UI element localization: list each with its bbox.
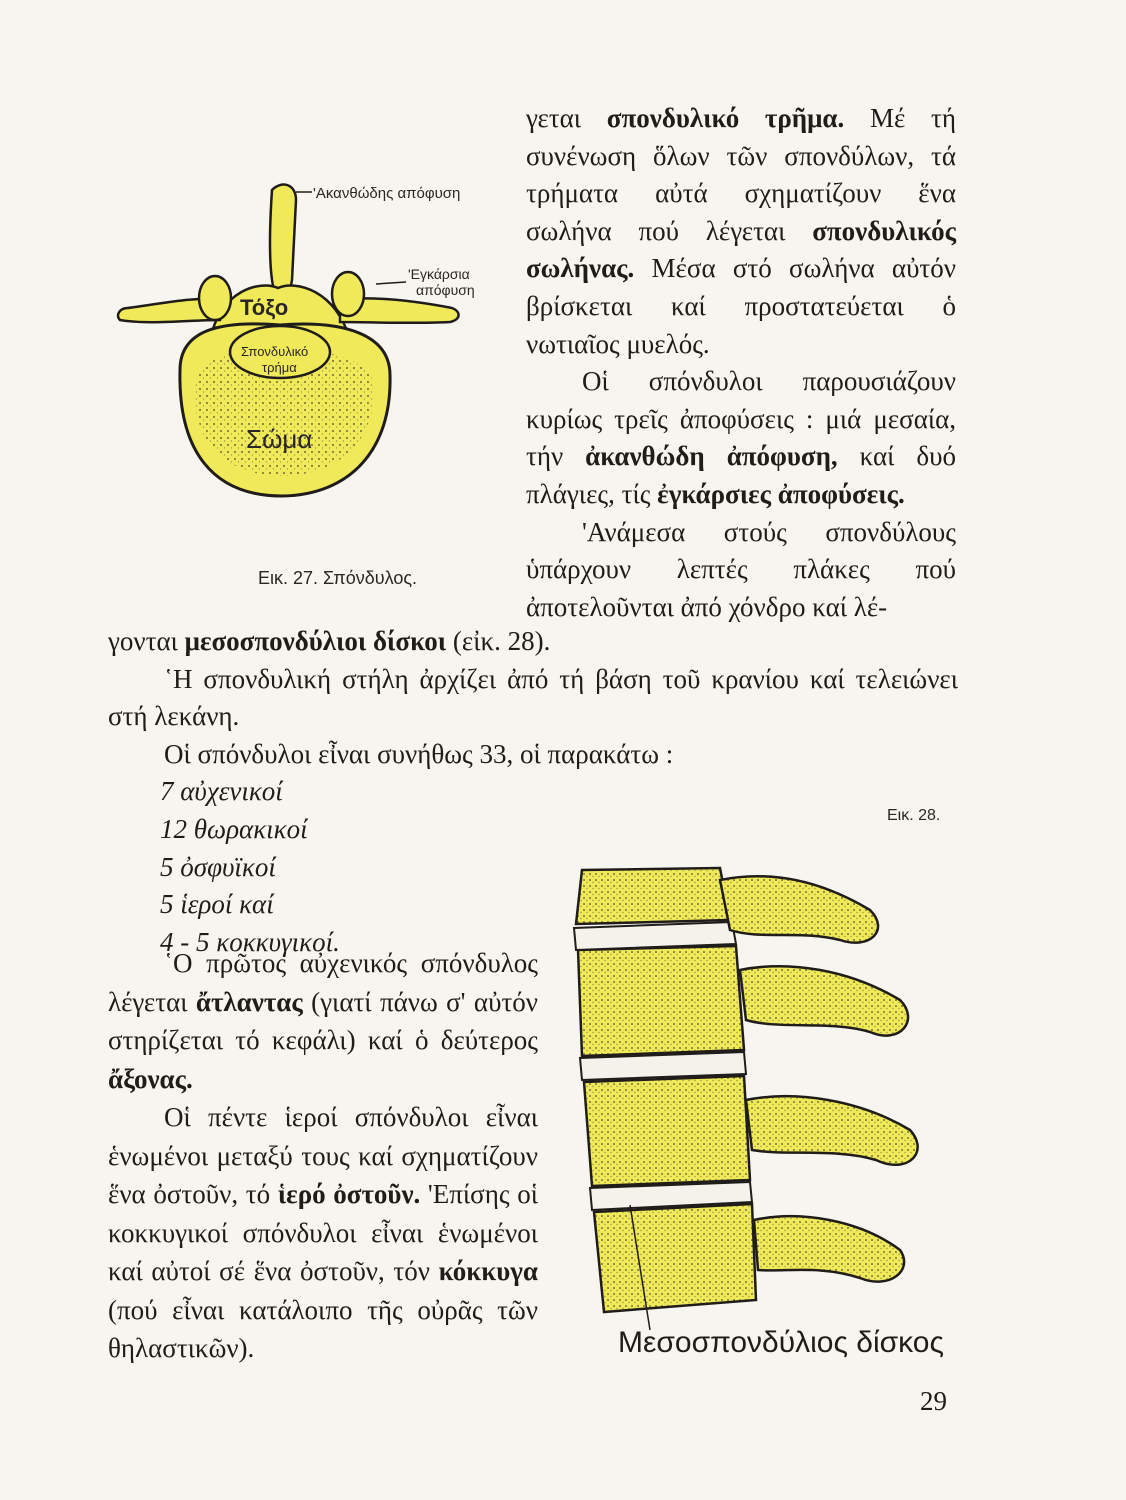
label-spinous-process: 'Ακανθώδης απόφυση <box>313 185 461 202</box>
vertebra-illustration <box>100 170 510 570</box>
label-transverse-2: απόφυση <box>416 282 475 298</box>
paragraph-vertebra-count: Οἱ σπόνδυλοι εἶναι συνήθως 33, οἱ παρακάτω : <box>164 738 674 769</box>
figure-28-caption: Εικ. 28. <box>887 807 941 824</box>
page-number: 29 <box>920 1386 947 1416</box>
list-item: 7 αὐχενικοί <box>160 776 283 807</box>
paragraph-spine-extent: ῾Η σπονδυλική στήλη ἀρχίζει ἀπό τή βάση τοῦ κρανίου καί τελειώνει στή λεκάνη. <box>108 663 958 732</box>
label-body: Σώμα <box>246 424 313 454</box>
label-transverse-1: 'Εγκάρσια <box>408 266 470 282</box>
list-item: 4 - 5 κοκκυγικοί. <box>160 926 340 957</box>
label-foramen-1: Σπονδυλικό <box>241 344 309 359</box>
paragraph-discs-start: 'Ανάμεσα στούς σπονδύλους ὑπάρχουν λεπτές πλάκες πού ἀποτελοῦνται ἀπό χόνδρο καί λέ- <box>526 516 956 622</box>
figure-28-label: Μεσοσπονδύλιος δίσκος <box>618 1326 944 1359</box>
paragraph-spinal-canal: γεται σπονδυλικό τρῆμα. Μέ τή συνένωση ὅλων τῶν σπονδύλων, τά τρήματα αὐτά σχηματίζουν ἕνα σωλήνα πού λέγεται σπονδυλικός σωλήνας. Μέσα στό σωλήνα αὐτόν βρίσκεται καί προστατεύεται ὁ νωτιαῖος μυελός. <box>526 103 956 359</box>
paragraph-atlas-axis: ῾Ο πρῶτος αὐχενικός σπόνδυλος λέγεται ἄτλαντας (γιατί πάνω σ' αὐτόν στηρίζεται τό κεφάλι) καί ὁ δεύτερος ἄξονας. <box>108 948 539 1094</box>
paragraph-sacrum-coccyx: Οἱ πέντε ἱεροί σπόνδυλοι εἶναι ἑνωμένοι μεταξύ τους καί σχηματίζουν ἕνα ὀστοῦν, τό ἱερό ὀστοῦν. 'Επίσης οἱ κοκκυγικοί σπόνδυλοι εἶναι ἑνωμένοι καί αὐτοί σέ ἕνα ὀστοῦν, τόν κόκκυγα (πού εἶναι κατάλοιπο τῆς οὐρᾶς τῶν θηλαστικῶν). <box>108 1102 538 1363</box>
label-arch: Τόξο <box>240 295 289 320</box>
figure-27-caption: Εικ. 27. Σπόνδυλος. <box>258 568 418 588</box>
paragraph-discs-end: γονται μεσοσπονδύλιοι δίσκοι (εἰκ. 28). <box>108 626 551 656</box>
list-item: 5 ἱεροί καί <box>160 889 274 920</box>
text-column-left <box>108 944 538 1368</box>
label-foramen-2: τρήμα <box>262 360 297 375</box>
list-item: 5 ὀσφυϊκοί <box>160 851 276 882</box>
spinous-process <box>270 185 296 299</box>
list-item: 12 θωρακικοί <box>160 813 308 844</box>
text-column-right <box>526 100 956 626</box>
paragraph-processes: Οἱ σπόνδυλοι παρουσιάζουν κυρίως τρεῖς ἀποφύσεις : μιά μεσαία, τήν ἀκανθώδη ἀπόφυση, καί δυό πλάγιες, τίς ἐγκάρσιες ἀποφύσεις. <box>526 366 956 509</box>
spine-side-illustration <box>570 860 960 1330</box>
